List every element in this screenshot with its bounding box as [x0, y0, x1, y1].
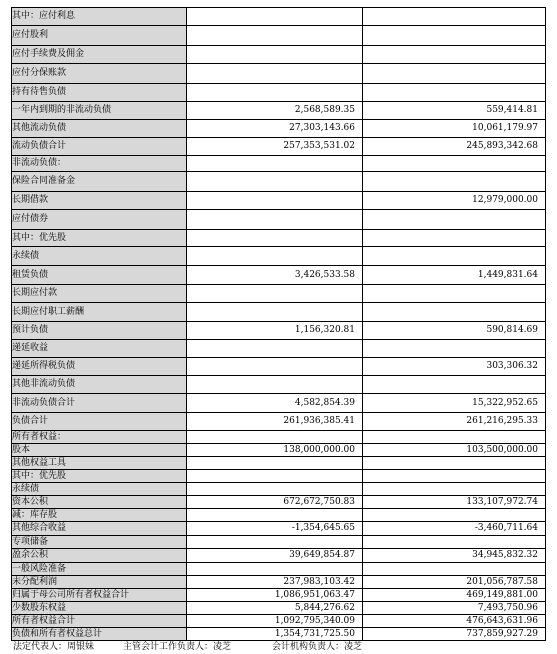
row-label: 其他综合收益: [12, 522, 187, 536]
prior-period-value: [363, 230, 546, 247]
row-label: 其中：应付利息: [12, 8, 187, 26]
table-row: [12, 26, 546, 46]
prior-period-value: 15,322,952.65: [363, 394, 546, 413]
row-label: 流动负债合计: [12, 138, 187, 156]
current-period-value: [187, 358, 363, 376]
prior-period-value: 245,893,342.68: [363, 138, 546, 156]
current-period-value: 1,092,795,340.09: [187, 615, 363, 628]
row-label: 非流动负债：: [12, 156, 187, 172]
table-row: [12, 602, 546, 615]
table-row: [12, 266, 546, 285]
current-period-value: [187, 247, 363, 266]
prior-period-value: -3,460,711.64: [363, 522, 546, 536]
row-label: 未分配利润: [12, 576, 187, 589]
table-row: [12, 102, 546, 120]
prior-period-value: 737,859,927.29: [363, 628, 546, 641]
table-row: [12, 192, 546, 210]
table-row: [12, 340, 546, 358]
prior-period-value: [363, 156, 546, 172]
table-row: [12, 509, 546, 522]
current-period-value: [187, 230, 363, 247]
row-label: 长期借款: [12, 192, 187, 210]
row-label: 递延所得税负债: [12, 358, 187, 376]
current-period-value: [187, 26, 363, 46]
prior-period-value: [363, 470, 546, 483]
prior-period-value: 261,216,295.33: [363, 413, 546, 431]
row-label: 所有者权益合计: [12, 615, 187, 628]
row-label: 减：库存股: [12, 509, 187, 522]
table-row: [12, 8, 546, 26]
current-period-value: [187, 192, 363, 210]
prior-period-value: 12,979,000.00: [363, 192, 546, 210]
current-period-value: 257,353,531.02: [187, 138, 363, 156]
current-period-value: [187, 8, 363, 26]
table-row: [12, 522, 546, 536]
table-row: [12, 247, 546, 266]
current-period-value: [187, 285, 363, 303]
table-row: [12, 413, 546, 431]
prior-period-value: [363, 431, 546, 444]
table-row: [12, 431, 546, 444]
prior-period-value: 201,056,787.58: [363, 576, 546, 589]
prior-period-value: [363, 46, 546, 64]
prior-period-value: [363, 64, 546, 84]
current-period-value: 138,000,000.00: [187, 444, 363, 457]
prior-period-value: 103,500,000.00: [363, 444, 546, 457]
accounting-work-head: 主管会计工作负责人：凌芝: [123, 642, 232, 652]
current-period-value: [187, 340, 363, 358]
prior-period-value: [363, 8, 546, 26]
current-period-value: 3,426,533.58: [187, 266, 363, 285]
table-row: [12, 285, 546, 303]
prior-period-value: [363, 457, 546, 470]
current-period-value: [187, 46, 363, 64]
row-label: 应付债券: [12, 210, 187, 230]
current-period-value: 27,303,143.66: [187, 120, 363, 138]
current-period-value: [187, 563, 363, 576]
current-period-value: [187, 156, 363, 172]
prior-period-value: [363, 84, 546, 102]
current-period-value: 237,983,103.42: [187, 576, 363, 589]
table-row: [12, 536, 546, 549]
table-row: [12, 576, 546, 589]
table-row: [12, 64, 546, 84]
row-label: 预计负债: [12, 322, 187, 340]
table-row: [12, 230, 546, 247]
current-period-value: 4,582,854.39: [187, 394, 363, 413]
table-row: [12, 589, 546, 602]
row-label: 永续债: [12, 483, 187, 496]
row-label: 应付分保账款: [12, 64, 187, 84]
row-label: 其中：优先股: [12, 230, 187, 247]
row-label: 其他流动负债: [12, 120, 187, 138]
table-row: [12, 322, 546, 340]
table-row: [12, 46, 546, 64]
row-label: 少数股东权益: [12, 602, 187, 615]
row-label: 递延收益: [12, 340, 187, 358]
prior-period-value: 7,493,750.96: [363, 602, 546, 615]
row-label: 归属于母公司所有者权益合计: [12, 589, 187, 602]
table-row: [12, 444, 546, 457]
prior-period-value: [363, 340, 546, 358]
row-label: 所有者权益：: [12, 431, 187, 444]
row-label: 保险合同准备金: [12, 172, 187, 192]
table-row: [12, 120, 546, 138]
prior-period-value: 469,149,881.00: [363, 589, 546, 602]
prior-period-value: 476,643,631.96: [363, 615, 546, 628]
row-label: 其他权益工具: [12, 457, 187, 470]
current-period-value: [187, 470, 363, 483]
table-row: [12, 563, 546, 576]
table-row: [12, 470, 546, 483]
current-period-value: 2,568,589.35: [187, 102, 363, 120]
current-period-value: 1,156,320.81: [187, 322, 363, 340]
current-period-value: [187, 303, 363, 322]
prior-period-value: [363, 247, 546, 266]
table-row: [12, 358, 546, 376]
accounting-dept-head: 会计机构负责人：凌芝: [272, 642, 363, 652]
row-label: 其中：优先股: [12, 470, 187, 483]
row-label: 租赁负债: [12, 266, 187, 285]
row-label: 非流动负债合计: [12, 394, 187, 413]
row-label: 专项储备: [12, 536, 187, 549]
table-row: [12, 483, 546, 496]
current-period-value: [187, 376, 363, 394]
row-label: 一般风险准备: [12, 563, 187, 576]
current-period-value: 1,086,951,063.47: [187, 589, 363, 602]
table-row: [12, 156, 546, 172]
current-period-value: [187, 536, 363, 549]
current-period-value: -1,354,645.65: [187, 522, 363, 536]
current-period-value: [187, 84, 363, 102]
prior-period-value: 133,107,972.74: [363, 496, 546, 509]
table-row: [12, 210, 546, 230]
current-period-value: 39,649,854.87: [187, 549, 363, 563]
table-row: [12, 549, 546, 563]
table-row: [12, 457, 546, 470]
current-period-value: 1,354,731,725.50: [187, 628, 363, 641]
table-row: [12, 496, 546, 509]
current-period-value: [187, 457, 363, 470]
prior-period-value: [363, 285, 546, 303]
prior-period-value: [363, 26, 546, 46]
prior-period-value: 303,306.32: [363, 358, 546, 376]
row-label: 应付股利: [12, 26, 187, 46]
table-row: [12, 138, 546, 156]
legal-representative: 法定代表人：周银妹: [13, 642, 95, 652]
table-row: [12, 303, 546, 322]
row-label: 持有待售负债: [12, 84, 187, 102]
row-label: 盈余公积: [12, 549, 187, 563]
current-period-value: 261,936,385.41: [187, 413, 363, 431]
prior-period-value: 559,414.81: [363, 102, 546, 120]
current-period-value: [187, 483, 363, 496]
prior-period-value: 590,814.69: [363, 322, 546, 340]
current-period-value: 5,844,276.62: [187, 602, 363, 615]
prior-period-value: [363, 483, 546, 496]
row-label: 负债和所有者权益总计: [12, 628, 187, 641]
row-label: 长期应付职工薪酬: [12, 303, 187, 322]
prior-period-value: [363, 509, 546, 522]
row-label: 一年内到期的非流动负债: [12, 102, 187, 120]
current-period-value: [187, 210, 363, 230]
prior-period-value: 34,945,832.32: [363, 549, 546, 563]
row-label: 应付手续费及佣金: [12, 46, 187, 64]
prior-period-value: 1,449,831.64: [363, 266, 546, 285]
current-period-value: [187, 64, 363, 84]
current-period-value: [187, 172, 363, 192]
balance-sheet-table: [11, 7, 546, 641]
row-label: 其他非流动负债: [12, 376, 187, 394]
prior-period-value: [363, 303, 546, 322]
prior-period-value: [363, 563, 546, 576]
row-label: 永续债: [12, 247, 187, 266]
prior-period-value: [363, 536, 546, 549]
prior-period-value: 10,061,179.97: [363, 120, 546, 138]
prior-period-value: [363, 376, 546, 394]
row-label: 长期应付款: [12, 285, 187, 303]
table-row: [12, 172, 546, 192]
current-period-value: [187, 509, 363, 522]
row-label: 资本公积: [12, 496, 187, 509]
current-period-value: 672,672,750.83: [187, 496, 363, 509]
row-label: 股本: [12, 444, 187, 457]
table-row: [12, 84, 546, 102]
prior-period-value: [363, 172, 546, 192]
table-row: [12, 376, 546, 394]
table-row: [12, 615, 546, 628]
row-label: 负债合计: [12, 413, 187, 431]
table-row: [12, 394, 546, 413]
prior-period-value: [363, 210, 546, 230]
current-period-value: [187, 431, 363, 444]
